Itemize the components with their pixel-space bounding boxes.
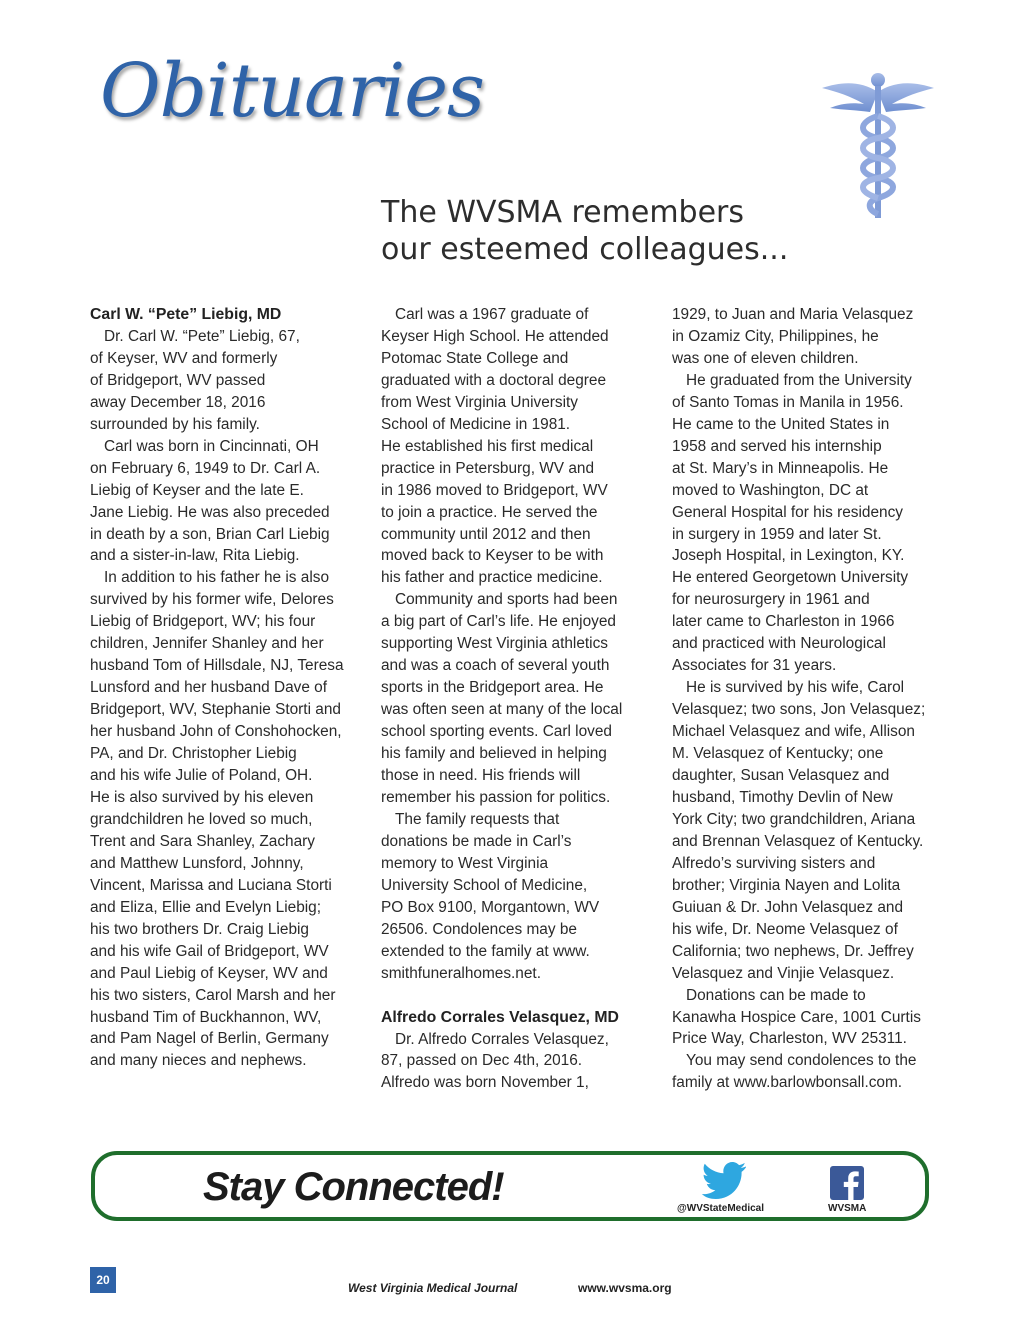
body-line: In addition to his father he is also xyxy=(104,569,330,587)
body-line: his wife, Dr. Neome Velasquez of xyxy=(672,920,898,938)
body-line: PO Box 9100, Morgantown, WV xyxy=(381,898,600,916)
column-1 xyxy=(90,304,365,1072)
tagline-line-1: The WVSMA remembers xyxy=(381,195,745,230)
body-line: children, Jennifer Shanley and her xyxy=(90,635,324,653)
facebook-icon[interactable] xyxy=(830,1166,864,1200)
body-line: 1929, to Juan and Maria Velasquez xyxy=(672,306,914,323)
body-line: Community and sports had been xyxy=(395,591,618,609)
body-line: on February 6, 1949 to Dr. Carl A. xyxy=(90,459,321,477)
body-line: 1958 and served his internship xyxy=(672,437,882,455)
body-line: Alfredo was born November 1, xyxy=(381,1074,589,1092)
body-line: Associates for 31 years. xyxy=(672,657,837,675)
body-line: California; two nephews, Dr. Jeffrey xyxy=(672,942,914,960)
body-line: Michael Velasquez and wife, Allison xyxy=(672,723,915,741)
body-line: and many nieces and nephews. xyxy=(90,1052,307,1070)
body-line: his two sisters, Carol Marsh and her xyxy=(90,986,336,1004)
body-line: Guiuan & Dr. John Velasquez and xyxy=(672,898,904,916)
body-line: Trent and Sara Shanley, Zachary xyxy=(90,832,315,850)
body-line: practice in Petersburg, WV and xyxy=(381,459,595,477)
body-line: daughter, Susan Velasquez and xyxy=(672,767,890,785)
body-line: and Paul Liebig of Keyser, WV and xyxy=(90,964,328,982)
body-line: and a sister-in-law, Rita Liebig. xyxy=(90,547,300,565)
body-line: and practiced with Neurological xyxy=(672,635,886,653)
tagline-line-2: our esteemed colleagues... xyxy=(381,232,789,267)
body-line: grandchildren he loved so much, xyxy=(90,810,313,828)
body-line: from West Virginia University xyxy=(381,393,578,411)
body-line: a big part of Carl’s life. He enjoyed xyxy=(381,613,616,631)
body-line: supporting West Virginia athletics xyxy=(381,635,608,653)
body-line: of Santo Tomas in Manila in 1956. xyxy=(672,393,904,411)
body-line: M. Velasquez of Kentucky; one xyxy=(672,745,884,763)
body-line: and Matthew Lunsford, Johnny, xyxy=(90,854,304,872)
column-3 xyxy=(672,304,940,1094)
body-line: University School of Medicine, xyxy=(381,876,588,894)
stay-connected-title: Stay Connected! xyxy=(203,1165,504,1209)
body-line: remember his passion for politics. xyxy=(381,788,611,806)
tagline xyxy=(381,194,801,268)
journal-name: West Virginia Medical Journal xyxy=(348,1281,518,1295)
body-line: smithfuneralhomes.net. xyxy=(381,964,541,982)
body-line: later came to Charleston in 1966 xyxy=(672,613,895,631)
body-line: in surgery in 1959 and later St. xyxy=(672,525,882,543)
body-line: for neurosurgery in 1961 and xyxy=(672,591,870,609)
obituary-heading-velasquez: Alfredo Corrales Velasquez, MD xyxy=(381,1008,619,1026)
body-line: his family and believed in helping xyxy=(381,745,607,763)
body-line: and Pam Nagel of Berlin, Germany xyxy=(90,1030,329,1048)
body-line: Keyser High School. He attended xyxy=(381,327,609,345)
body-line: Liebig of Bridgeport, WV; his four xyxy=(90,613,316,631)
body-line: Carl was a 1967 graduate of xyxy=(395,306,589,323)
body-line: Donations can be made to xyxy=(686,986,866,1004)
body-line: 87, passed on Dec 4th, 2016. xyxy=(381,1052,583,1070)
body-line: Joseph Hospital, in Lexington, KY. xyxy=(672,547,905,565)
twitter-bird-icon[interactable] xyxy=(701,1162,747,1200)
body-line: The family requests that xyxy=(395,810,560,828)
body-line: brother; Virginia Nayen and Lolita xyxy=(672,876,901,894)
body-line: and Eliza, Ellie and Evelyn Liebig; xyxy=(90,898,322,916)
body-line: extended to the family at www. xyxy=(381,942,590,960)
obituary-heading-liebig: Carl W. “Pete” Liebig, MD xyxy=(90,306,282,323)
body-line: of Keyser, WV and formerly xyxy=(90,349,278,367)
body-line: husband, Timothy Devlin of New xyxy=(672,788,893,806)
body-line: Alfredo’s surviving sisters and xyxy=(672,854,876,872)
body-line: family at www.barlowbonsall.com. xyxy=(672,1074,903,1092)
body-line: moved to Washington, DC at xyxy=(672,481,869,499)
body-line: school sporting events. Carl loved xyxy=(381,723,612,741)
body-line: Kanawha Hospice Care, 1001 Curtis xyxy=(672,1008,921,1026)
body-line: her husband John of Conshohocken, xyxy=(90,723,342,741)
body-line: at St. Mary’s in Minneapolis. He xyxy=(672,459,889,477)
facebook-label[interactable]: WVSMA xyxy=(828,1203,867,1214)
body-line: Velasquez; two sons, Jon Velasquez; xyxy=(672,701,926,719)
column-2 xyxy=(381,304,656,1094)
body-line: Price Way, Charleston, WV 25311. xyxy=(672,1030,907,1048)
body-line: York City; two grandchildren, Ariana xyxy=(672,810,916,828)
body-line: PA, and Dr. Christopher Liebig xyxy=(90,745,297,763)
body-line: Dr. Alfredo Corrales Velasquez, xyxy=(395,1030,609,1048)
body-line: and was a coach of several youth xyxy=(381,657,610,675)
body-line: School of Medicine in 1981. xyxy=(381,415,571,433)
body-line: and his wife Gail of Bridgeport, WV xyxy=(90,942,329,960)
body-line: husband Tom of Hillsdale, NJ, Teresa xyxy=(90,657,344,675)
body-line: He is also survived by his eleven xyxy=(90,788,314,806)
body-line: of Bridgeport, WV passed xyxy=(90,371,266,389)
body-line: Carl was born in Cincinnati, OH xyxy=(104,437,319,455)
body-line: 26506. Condolences may be xyxy=(381,920,577,938)
body-line: donations be made in Carl’s xyxy=(381,832,572,850)
body-line: and Brennan Velasquez of Kentucky. xyxy=(672,832,924,850)
body-line: Bridgeport, WV, Stephanie Storti and xyxy=(90,701,341,719)
body-line: was one of eleven children. xyxy=(672,349,859,367)
body-line: graduated with a doctoral degree xyxy=(381,371,607,389)
body-line: to join a practice. He served the xyxy=(381,503,598,521)
body-line: was often seen at many of the local xyxy=(381,701,623,719)
twitter-handle[interactable]: @WVStateMedical xyxy=(677,1203,764,1214)
body-line: He came to the United States in xyxy=(672,415,890,433)
body-line: He entered Georgetown University xyxy=(672,569,909,587)
body-line: those in need. His friends will xyxy=(381,767,581,785)
website-url[interactable]: www.wvsma.org xyxy=(578,1281,672,1295)
caduceus-icon xyxy=(820,70,936,220)
body-line: You may send condolences to the xyxy=(686,1052,917,1070)
page-number: 20 xyxy=(90,1267,116,1293)
body-line: Velasquez and Vinjie Velasquez. xyxy=(672,964,895,982)
masthead-title: Obituaries xyxy=(100,48,485,134)
body-line: Dr. Carl W. “Pete” Liebig, 67, xyxy=(104,327,300,345)
body-line: in 1986 moved to Bridgeport, WV xyxy=(381,481,608,499)
body-line: Jane Liebig. He was also preceded xyxy=(90,503,330,521)
body-line: in death by a son, Brian Carl Liebig xyxy=(90,525,330,543)
body-line: Liebig of Keyser and the late E. xyxy=(90,481,304,499)
body-line: surrounded by his family. xyxy=(90,415,260,433)
body-line: He is survived by his wife, Carol xyxy=(686,679,905,697)
body-line: memory to West Virginia xyxy=(381,854,549,872)
body-line: in Ozamiz City, Philippines, he xyxy=(672,327,879,345)
body-line: his two brothers Dr. Craig Liebig xyxy=(90,920,309,938)
body-line: husband Tim of Buckhannon, WV, xyxy=(90,1008,322,1026)
body-line: General Hospital for his residency xyxy=(672,503,903,521)
body-line: survived by his former wife, Delores xyxy=(90,591,334,609)
body-line: He established his first medical xyxy=(381,437,594,455)
body-line: moved back to Keyser to be with xyxy=(381,547,604,565)
body-line: Potomac State College and xyxy=(381,349,569,367)
body-line: away December 18, 2016 xyxy=(90,393,266,411)
body-line: sports in the Bridgeport area. He xyxy=(381,679,604,697)
body-line: Vincent, Marissa and Luciana Storti xyxy=(90,876,332,894)
body-line: his father and practice medicine. xyxy=(381,569,603,587)
body-line: He graduated from the University xyxy=(686,371,912,389)
body-line: community until 2012 and then xyxy=(381,525,591,543)
body-line: Lunsford and her husband Dave of xyxy=(90,679,328,697)
body-line: and his wife Julie of Poland, OH. xyxy=(90,767,313,785)
